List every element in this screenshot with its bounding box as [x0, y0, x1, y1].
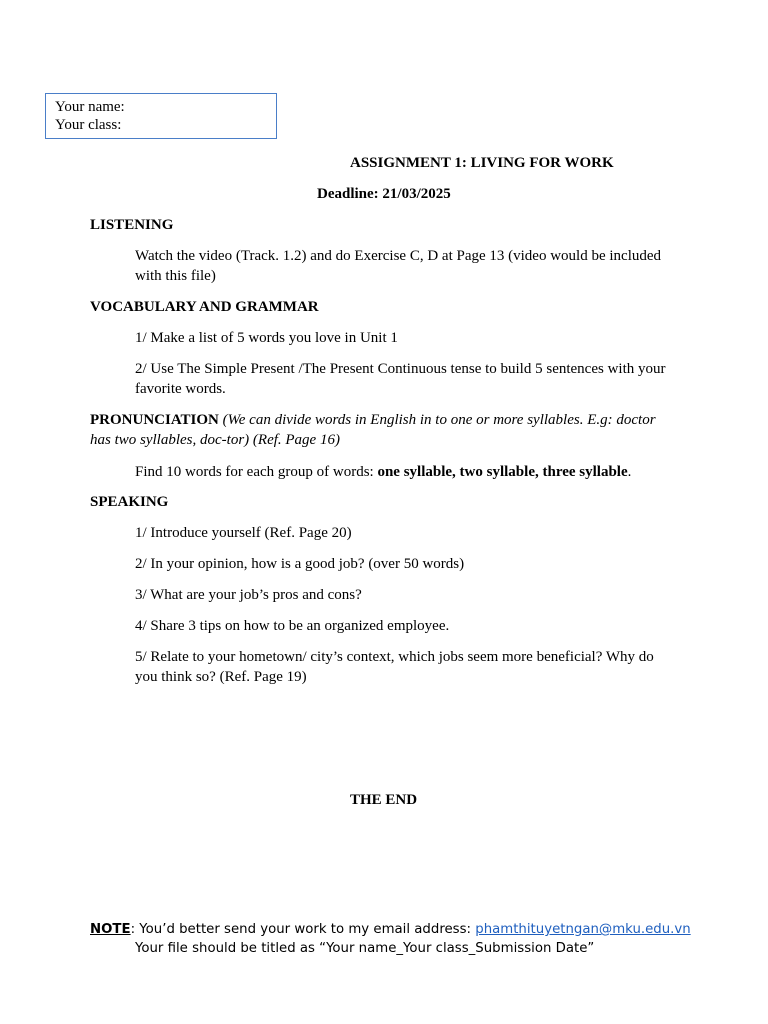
- name-class-box: [45, 93, 277, 139]
- speaking-item-5: 5/ Relate to your hometown/ city’s context, which jobs seem more beneficial? Why do you think so? (Ref. Page 19): [135, 649, 654, 685]
- listening-text: Watch the video (Track. 1.2) and do Exercise C, D at Page 13 (video would be included with this file): [135, 248, 662, 284]
- speaking-heading: SPEAKING: [90, 494, 169, 510]
- deadline: Deadline: 21/03/2025: [317, 186, 451, 202]
- your-name-label: Your name:: [55, 99, 125, 115]
- note-line-1: [90, 920, 730, 939]
- pronunciation-task: [135, 462, 735, 482]
- pronunciation-heading: PRONUNCIATION: [90, 412, 219, 428]
- pronunciation-paragraph: [90, 410, 680, 450]
- pronunciation-task-prefix: Find 10 words for each group of words:: [135, 464, 378, 480]
- speaking-item-1: 1/ Introduce yourself (Ref. Page 20): [135, 525, 352, 541]
- assignment-title: ASSIGNMENT 1: LIVING FOR WORK: [350, 155, 614, 171]
- pronunciation-task-suffix: .: [627, 464, 632, 480]
- note-label: NOTE: [90, 922, 131, 937]
- your-class-label: Your class:: [55, 117, 122, 133]
- email-link[interactable]: phamthituyetngan@mku.edu.vn: [475, 922, 691, 937]
- speaking-item-4: 4/ Share 3 tips on how to be an organized employee.: [135, 618, 450, 634]
- note-block: [90, 920, 730, 958]
- listening-heading: LISTENING: [90, 217, 174, 233]
- vocabulary-heading: VOCABULARY AND GRAMMAR: [90, 299, 319, 315]
- pronunciation-note: (We can divide words in English in to one or more syllables. E.g: doctor has two syllables, doc-tor) (Ref. Page 16): [90, 412, 656, 448]
- note-text: : You’d better send your work to my email address:: [130, 922, 476, 937]
- the-end: THE END: [350, 792, 418, 808]
- vocabulary-item-1: 1/ Make a list of 5 words you love in Unit 1: [135, 330, 398, 346]
- speaking-item-3: 3/ What are your job’s pros and cons?: [135, 587, 362, 603]
- pronunciation-task-bold: one syllable, two syllable, three syllable: [377, 464, 628, 480]
- speaking-item-2: 2/ In your opinion, how is a good job? (over 50 words): [135, 556, 465, 572]
- vocabulary-item-2: 2/ Use The Simple Present /The Present Continuous tense to build 5 sentences with your favorite words.: [135, 361, 666, 397]
- note-line-2: Your file should be titled as “Your name_Your class_Submission Date”: [135, 941, 595, 956]
